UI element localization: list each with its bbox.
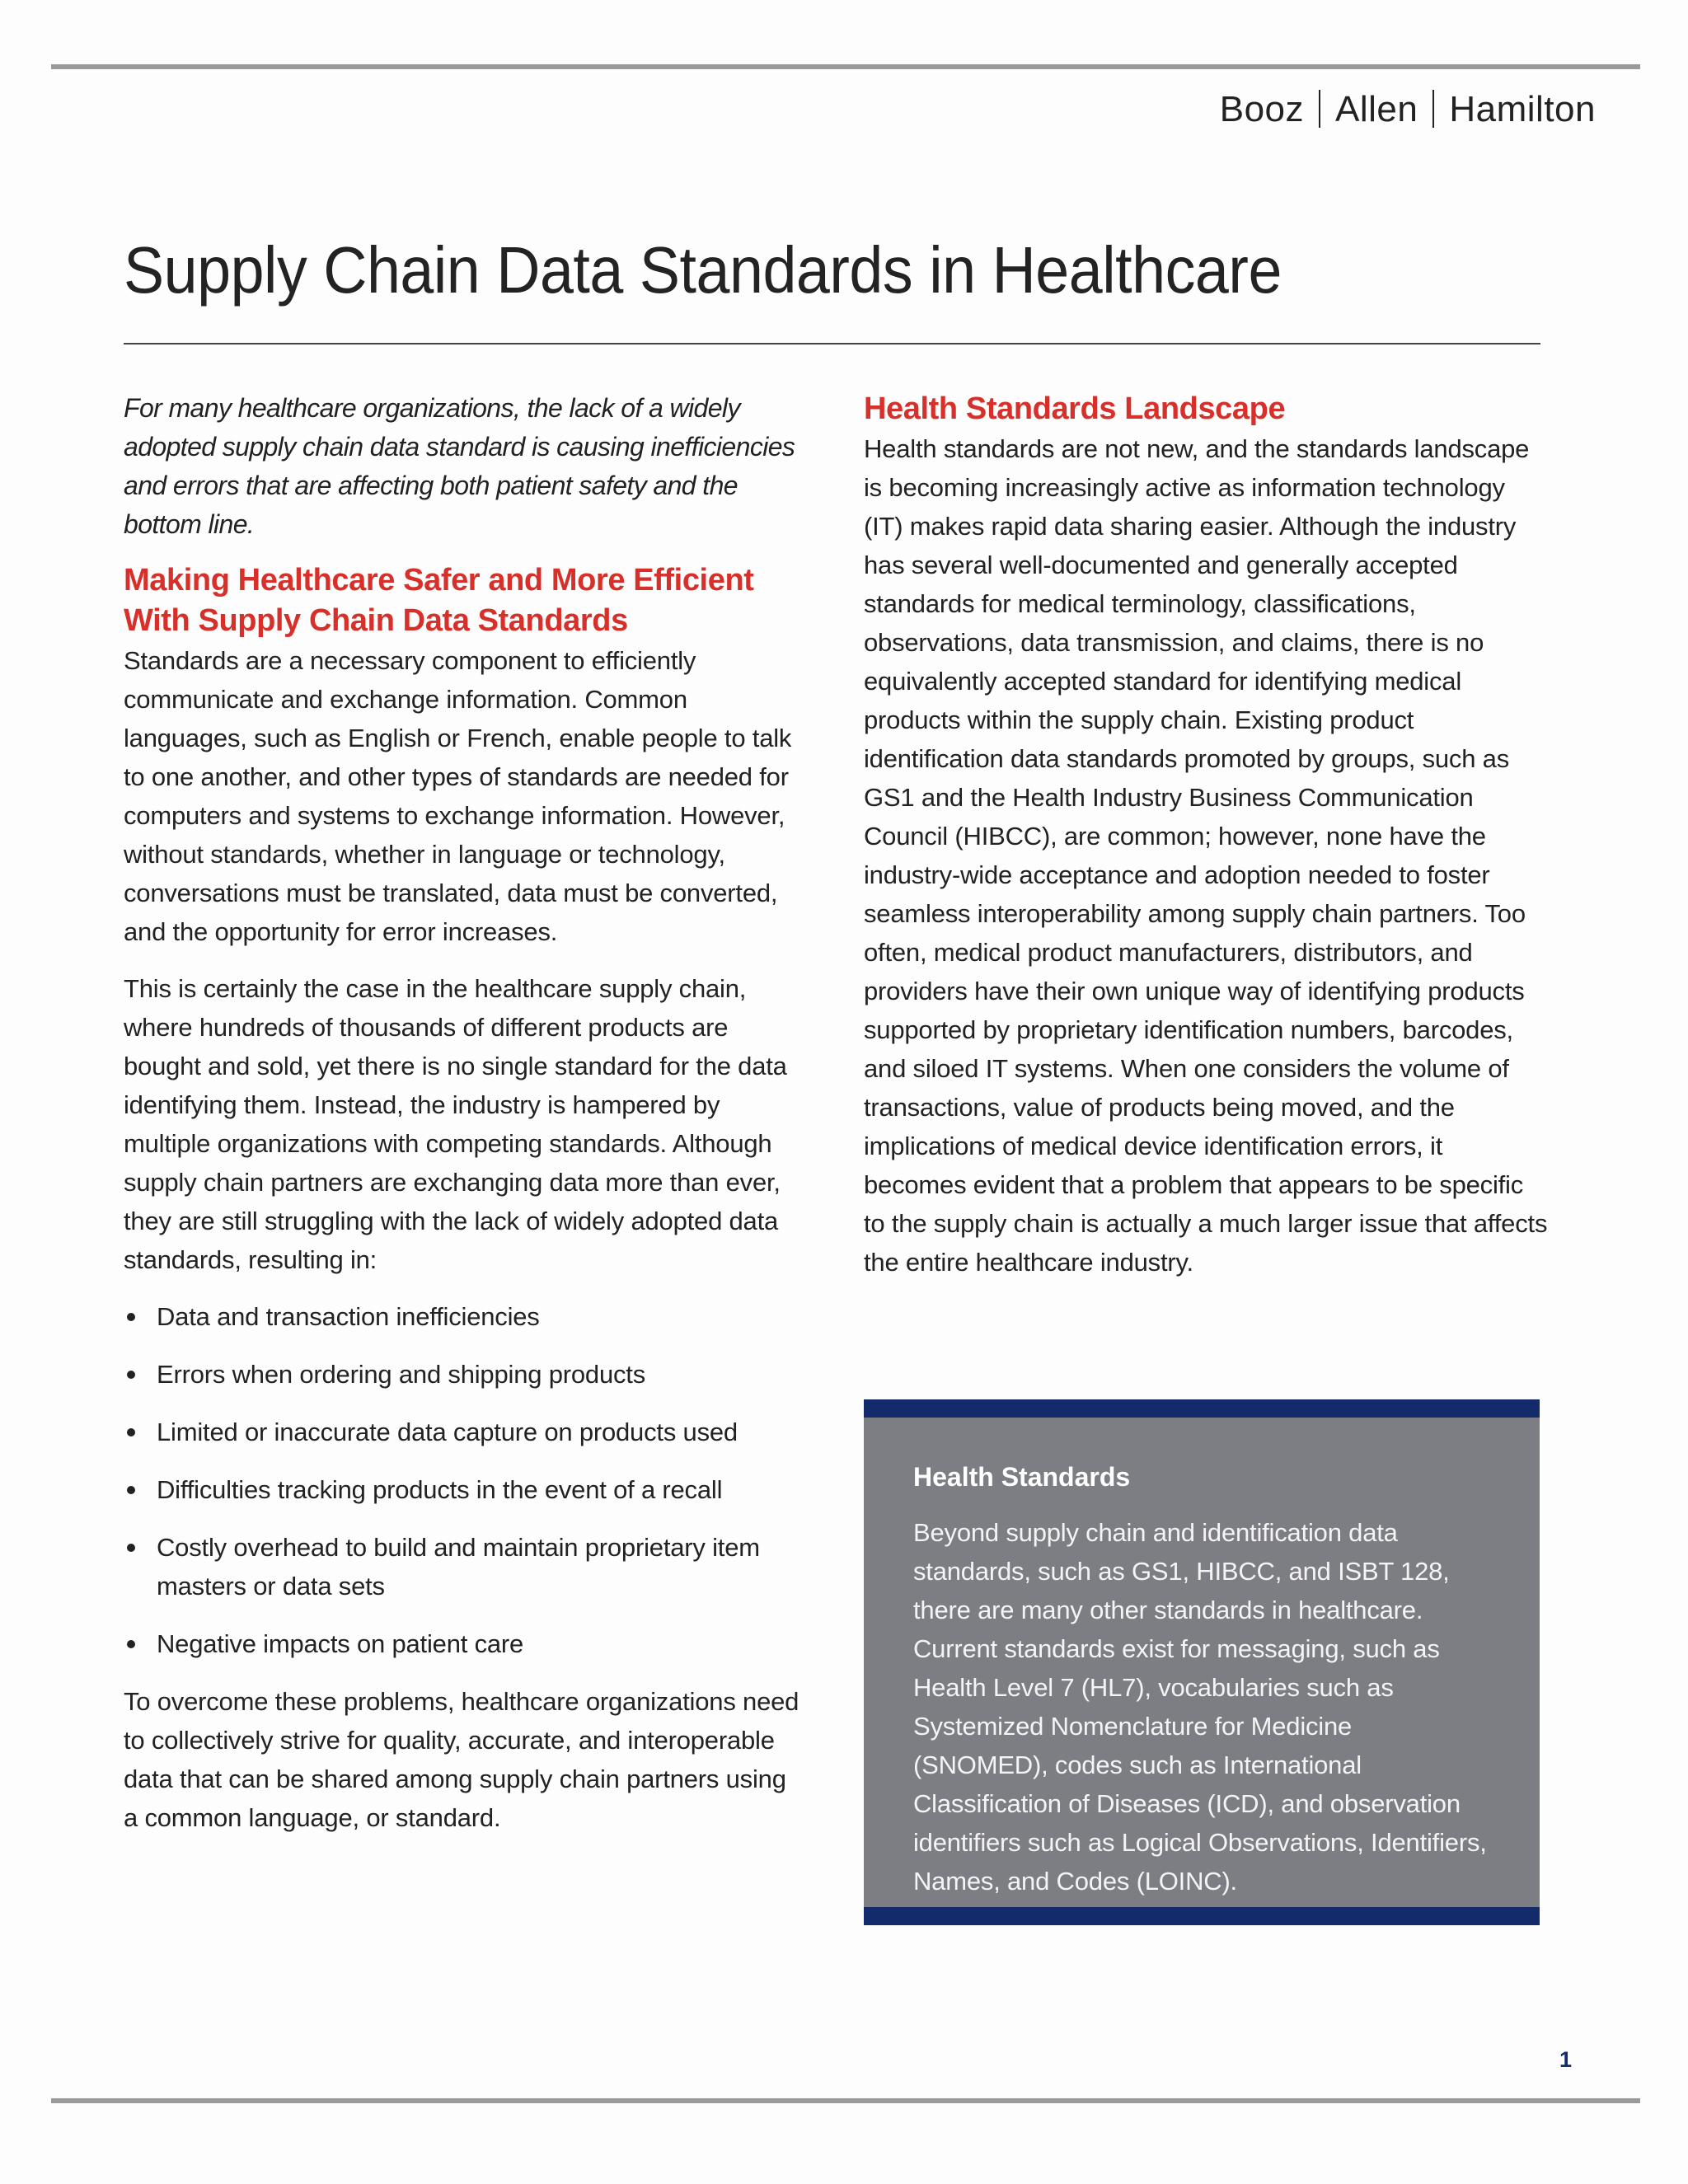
landscape-paragraph: Health standards are not new, and the standards landscape is becoming increasingly active as information technology (IT) makes rapid data sharing easier. Although the industry has several well-documented and generally accepted standards for medical terminology, classifications, observations, data transmission, and claims, there is no equivalently accepted standard for identifying medical products within the supply chain. Existing product identification data standards promoted by groups, such as GS1 and the Health Industry Business Communication Council (HIBCC), are common; however, none have the industry-wide acceptance and adoption needed to foster seamless interoperability among supply chain partners. Too often, medical product manufacturers, distributors, and providers have their own unique way of identifying products supported by proprietary identification numbers, barcodes, and siloed IT systems. When one considers the volume of transactions, value of products being moved, and the implications of medical device identification errors, it becomes evident that a problem that appears to be specific to the supply chain is actually a much larger issue that affects the entire healthcare industry. — [864, 434, 1548, 1277]
lead-paragraph: For many healthcare organizations, the lack of a widely adopted supply chain data standard is causing inefficiencies and errors that are affecting both patient safety and the bottom line. — [124, 393, 795, 539]
section-heading-landscape: Health Standards Landscape — [864, 391, 1286, 426]
list-item-text: Data and transaction inefficiencies — [157, 1302, 540, 1331]
bullet-icon — [127, 1544, 135, 1552]
bottom-rule — [51, 2098, 1640, 2103]
title-divider — [124, 343, 1540, 344]
right-column — [864, 389, 1548, 1300]
body-paragraph-3: To overcome these problems, healthcare organizations need to collectively strive for quality, accurate, and interoperable data that can be shared among supply chain partners using a common language, or standard. — [124, 1687, 799, 1832]
list-item — [124, 1624, 799, 1663]
list-item — [124, 1528, 799, 1605]
page-title: Supply Chain Data Standards in Healthcare — [124, 233, 1282, 307]
section-heading-safer: Making Healthcare Safer and More Efficient With Supply Chain Data Standards — [124, 563, 754, 638]
brand-logo — [1220, 89, 1596, 130]
bullet-icon — [127, 1313, 135, 1321]
brand-separator — [1432, 90, 1434, 128]
list-item — [124, 1413, 799, 1451]
list-item — [124, 1470, 799, 1509]
bullet-icon — [127, 1486, 135, 1494]
bullet-icon — [127, 1640, 135, 1648]
body-paragraph-1: Standards are a necessary component to efficiently communicate and exchange information. Common languages, such as English or French, enable people to talk to one another, and other types of standards are needed for computers and systems to exchange information. However, without standards, whether in language or technology, conversations must be translated, data must be converted, and the opportunity for error increases. — [124, 646, 792, 946]
list-item — [124, 1355, 799, 1394]
list-item-text: Limited or inaccurate data capture on products used — [157, 1418, 738, 1446]
health-standards-sidebar — [864, 1399, 1540, 1925]
list-item-text: Difficulties tracking products in the event of a recall — [157, 1475, 723, 1504]
bullet-icon — [127, 1428, 135, 1436]
list-item-text: Negative impacts on patient care — [157, 1629, 524, 1658]
sidebar-text: Beyond supply chain and identification data standards, such as GS1, HIBCC, and ISBT 128, there are many other standards in healthcare. Current standards exist for messaging, such as Health Level 7 (HL7), vocabularies such as Systemized Nomenclature for Medicine (SNOMED), codes such as International Classification of Diseases (ICD), and observation identifiers such as Logical Observations, Identifiers, Names, and Codes (LOINC). — [913, 1518, 1487, 1896]
brand-part-booz: Booz — [1219, 89, 1305, 129]
body-paragraph-2: This is certainly the case in the healthcare supply chain, where hundreds of thousands of different products are bought and sold, yet there is no single standard for the data identifying them. Instead, the industry is hampered by multiple organizations with competing standards. Although supply chain partners are exchanging data more than ever, they are still struggling with the lack of widely adopted data standards, resulting in: — [124, 974, 787, 1274]
brand-part-allen: Allen — [1335, 89, 1418, 129]
issues-list — [124, 1297, 799, 1663]
left-column — [124, 389, 799, 1855]
sidebar-title: Health Standards — [913, 1462, 1131, 1492]
page-number: 1 — [1559, 2047, 1573, 2072]
brand-part-hamilton: Hamilton — [1449, 89, 1596, 129]
brand-separator — [1319, 90, 1320, 128]
list-item-text: Errors when ordering and shipping products — [157, 1360, 645, 1389]
list-item — [124, 1297, 799, 1336]
list-item-text: Costly overhead to build and maintain proprietary item masters or data sets — [157, 1533, 760, 1601]
bullet-icon — [127, 1371, 135, 1379]
top-rule — [51, 64, 1640, 69]
